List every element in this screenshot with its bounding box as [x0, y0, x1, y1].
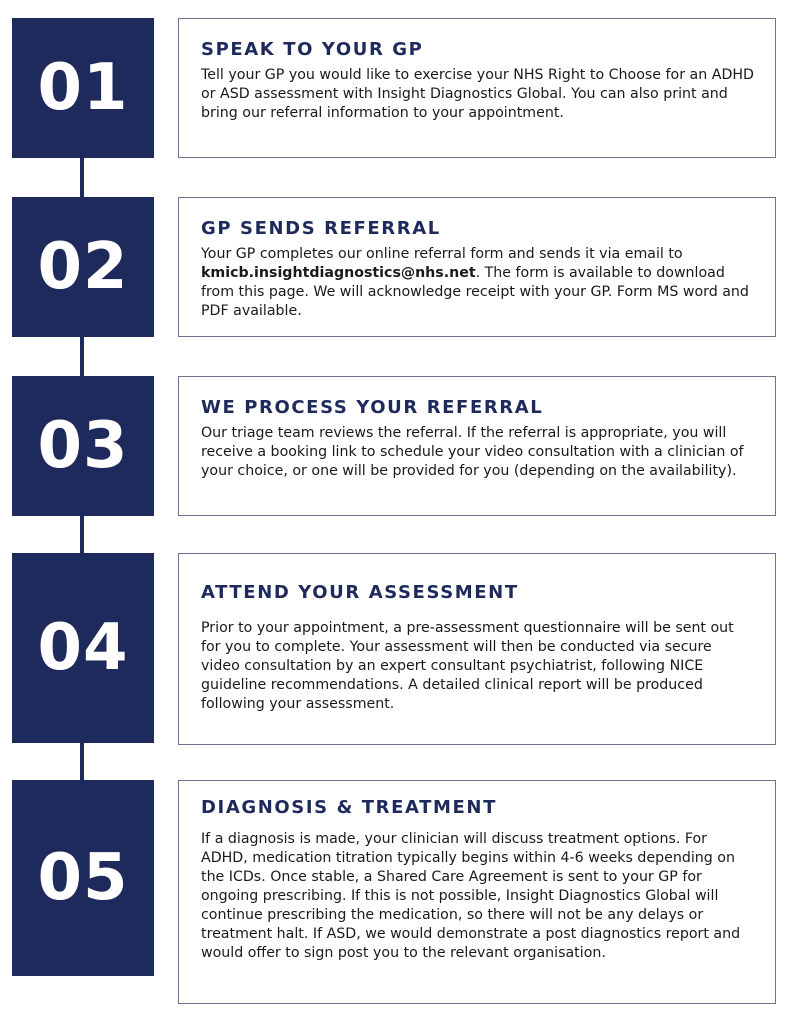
step-number: 04 [12, 553, 154, 743]
step-title: SPEAK TO YOUR GP [201, 39, 424, 60]
step-number: 03 [12, 376, 154, 516]
step-card [178, 553, 776, 745]
step-body: Prior to your appointment, a pre-assessment questionnaire will be sent out for you to complete. Your assessment will then be conducted via secure video consultation by an expert consultant psychiatrist, following NICE guideline recommendations. A detailed clinical report will be produced following your assessment. [201, 620, 734, 712]
step-number: 02 [12, 197, 154, 337]
step-card [178, 376, 776, 516]
step-card [178, 18, 776, 158]
step-card [178, 197, 776, 337]
step-body: Your GP completes our online referral form and sends it via email to kmicb.insightdiagnostics@nhs.net. The form is available to download from this page. We will acknowledge receipt with your GP. Form MS word and PDF available. [201, 246, 749, 319]
step-title: GP SENDS REFERRAL [201, 218, 441, 239]
step-number: 05 [12, 780, 154, 976]
step-number: 01 [12, 18, 154, 158]
step-body: Tell your GP you would like to exercise your NHS Right to Choose for an ADHD or ASD assessment with Insight Diagnostics Global. You can also print and bring our referral information to your appointment. [201, 67, 754, 121]
referral-email: kmicb.insightdiagnostics@nhs.net [201, 265, 476, 281]
step-title: ATTEND YOUR ASSESSMENT [201, 582, 519, 603]
step-title: WE PROCESS YOUR REFERRAL [201, 397, 544, 418]
step-title: DIAGNOSIS & TREATMENT [201, 797, 497, 818]
step-body: If a diagnosis is made, your clinician will discuss treatment options. For ADHD, medication titration typically begins within 4-6 weeks depending on the ICDs. Once stable, a Shared Care Agreement is sent to your GP for ongoing prescribing. If this is not possible, Insight Diagnostics Global will continue prescribing the medication, so there will not be any delays or treatment halt. If ASD, we would demonstrate a post diagnostics report and would offer to sign post you to the relevant organisation. [201, 831, 741, 961]
step-card [178, 780, 776, 1004]
step-body: Our triage team reviews the referral. If the referral is appropriate, you will receive a booking link to schedule your video consultation with a clinician of your choice, or one will be provided for you (depending on the availability). [201, 425, 744, 479]
